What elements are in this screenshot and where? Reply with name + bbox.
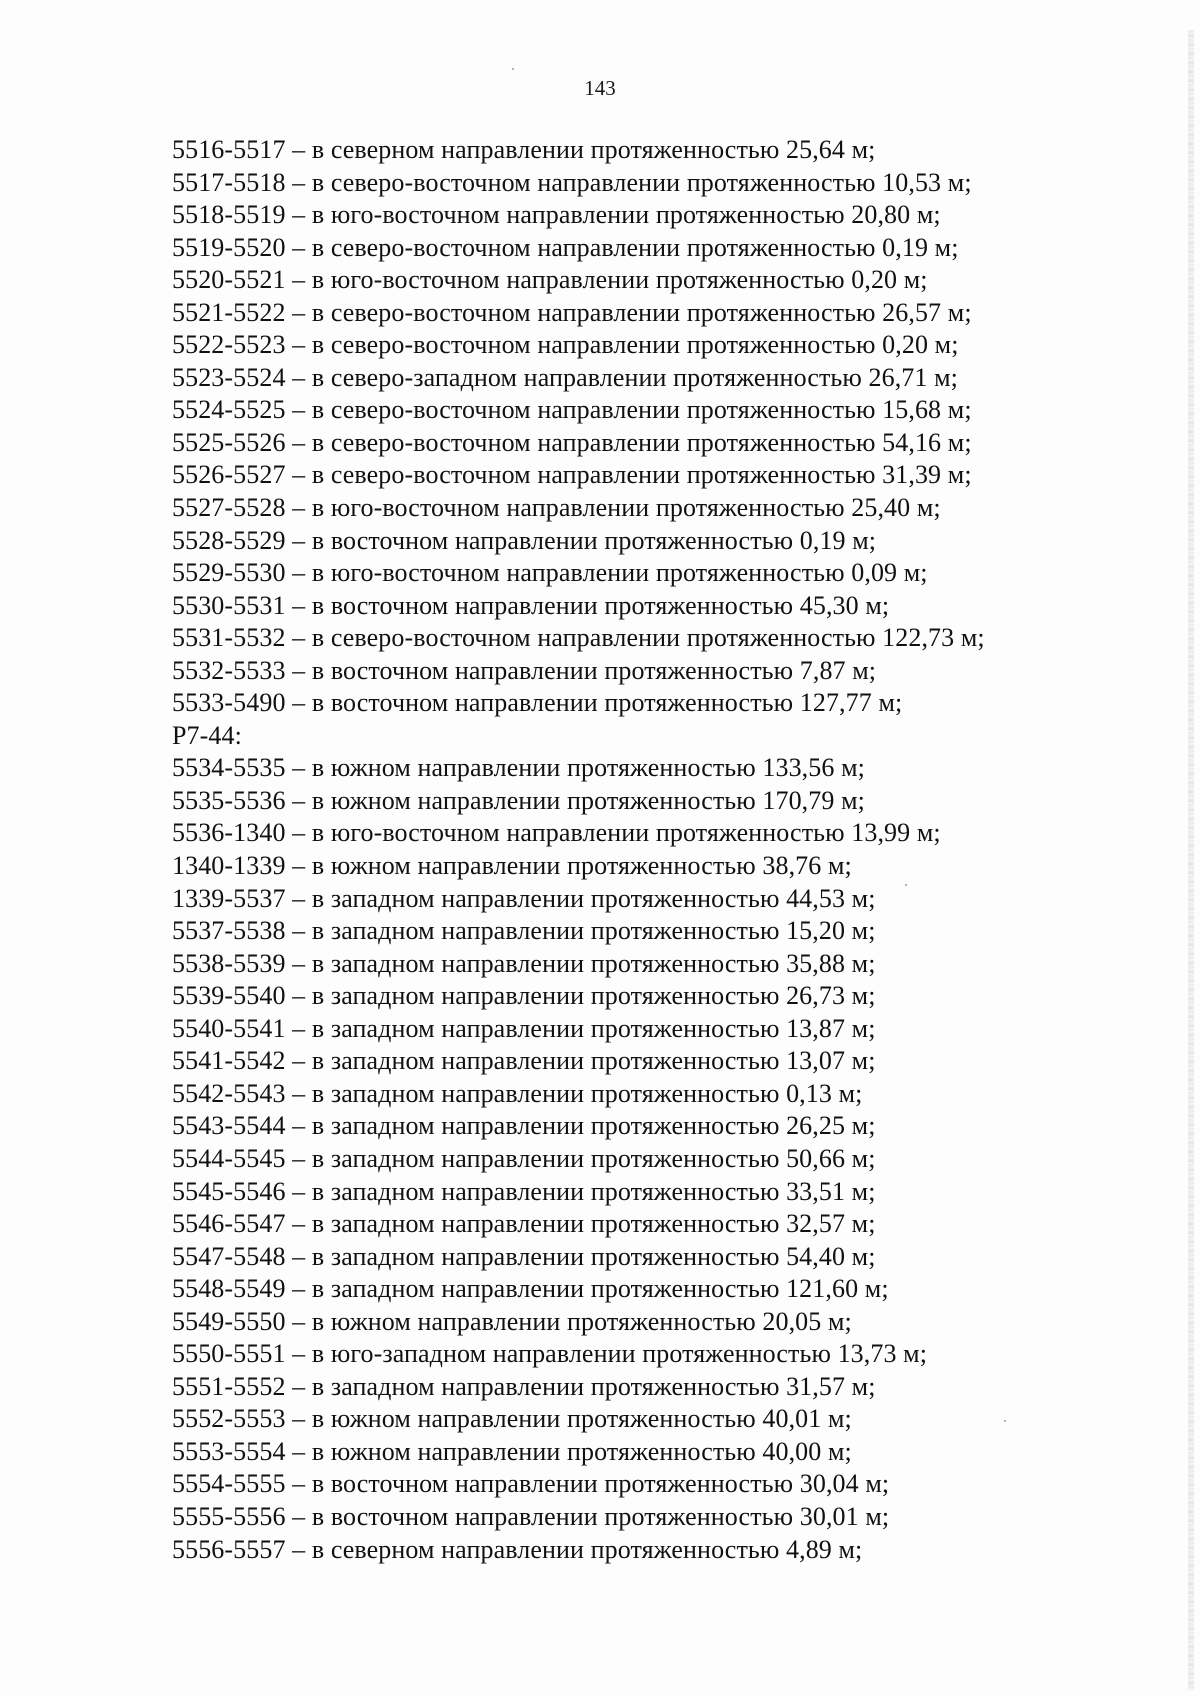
boundary-segment-line: 5554-5555 – в восточном направлении протяженностью 30,04 м; [172,1469,890,1499]
boundary-segment-line: 5549-5550 – в южном направлении протяженностью 20,05 м; [172,1306,852,1336]
boundary-segment-line: 5521-5522 – в северо-восточном направлении протяженностью 26,57 м; [172,297,972,327]
boundary-segment-line: 5519-5520 – в северо-восточном направлении протяженностью 0,19 м; [172,232,959,262]
boundary-segment-line: 5516-5517 – в северном направлении протяженностью 25,64 м; [172,135,876,164]
boundary-segment-line: 5543-5544 – в западном направлении протяженностью 26,25 м; [172,1111,876,1141]
boundary-segment-line: 1340-1339 – в южном направлении протяженностью 38,76 м; [172,851,852,881]
boundary-segment-line: 5532-5533 – в восточном направлении протяженностью 7,87 м; [172,655,877,685]
boundary-segment-line: 5522-5523 – в северо-восточном направлении протяженностью 0,20 м; [172,330,959,360]
boundary-segment-line: 5530-5531 – в восточном направлении протяженностью 45,30 м; [172,590,890,620]
boundary-segment-line: 5556-5557 – в северном направлении протяженностью 4,89 м; [172,1534,863,1564]
boundary-segment-line: 5544-5545 – в западном направлении протяженностью 50,66 м; [172,1143,876,1173]
boundary-segment-line: 5525-5526 – в северо-восточном направлении протяженностью 54,16 м; [172,427,972,457]
boundary-segment-line: 5547-5548 – в западном направлении протяженностью 54,40 м; [172,1241,876,1271]
boundary-description-list [172,134,1092,1566]
boundary-segment-line: 5536-1340 – в юго-восточном направлении протяженностью 13,99 м; [172,818,941,848]
scan-speck [1004,1420,1006,1422]
boundary-segment-line: 5546-5547 – в западном направлении протяженностью 32,57 м; [172,1209,876,1239]
boundary-segment-line: 5524-5525 – в северо-восточном направлении протяженностью 15,68 м; [172,395,972,425]
scan-edge-artifact [1188,30,1194,1690]
boundary-segment-line: 5537-5538 – в западном направлении протяженностью 15,20 м; [172,916,876,946]
scan-speck [905,884,907,886]
boundary-segment-line: 5540-5541 – в западном направлении протяженностью 13,87 м; [172,1013,876,1043]
boundary-segment-line: 5518-5519 – в юго-восточном направлении протяженностью 20,80 м; [172,200,941,230]
scan-speck [512,68,514,70]
boundary-segment-line: 5529-5530 – в юго-восточном направлении протяженностью 0,09 м; [172,558,928,588]
boundary-segment-line: 5542-5543 – в западном направлении протяженностью 0,13 м; [172,1078,863,1108]
boundary-segment-line: 5541-5542 – в западном направлении протяженностью 13,07 м; [172,1046,876,1076]
boundary-segment-line: 5550-5551 – в юго-западном направлении протяженностью 13,73 м; [172,1339,928,1369]
boundary-segment-line: 5551-5552 – в западном направлении протяженностью 31,57 м; [172,1371,876,1401]
boundary-segment-line: 5555-5556 – в восточном направлении протяженностью 30,01 м; [172,1501,890,1531]
boundary-segment-line: 5534-5535 – в южном направлении протяженностью 133,56 м; [172,753,865,783]
boundary-segment-line: 5548-5549 – в западном направлении протяженностью 121,60 м; [172,1274,889,1304]
boundary-segment-line: 5553-5554 – в южном направлении протяженностью 40,00 м; [172,1436,852,1466]
boundary-segment-line: 5538-5539 – в западном направлении протяженностью 35,88 м; [172,948,876,978]
boundary-segment-line: 5531-5532 – в северо-восточном направлении протяженностью 122,73 м; [172,623,985,653]
boundary-segment-line: 5520-5521 – в юго-восточном направлении протяженностью 0,20 м; [172,265,928,295]
page-number: 143 [584,76,616,100]
boundary-segment-line: 5528-5529 – в восточном направлении протяженностью 0,19 м; [172,525,877,555]
boundary-segment-line: 5545-5546 – в западном направлении протяженностью 33,51 м; [172,1176,876,1206]
boundary-segment-line: 5535-5536 – в южном направлении протяженностью 170,79 м; [172,785,865,815]
boundary-segment-line: Р7-44: [172,720,242,750]
boundary-segment-line: 5527-5528 – в юго-восточном направлении протяженностью 25,40 м; [172,493,941,523]
boundary-segment-line: 5533-5490 – в восточном направлении протяженностью 127,77 м; [172,688,903,718]
boundary-segment-line: 5526-5527 – в северо-восточном направлении протяженностью 31,39 м; [172,460,972,490]
boundary-segment-line: 5539-5540 – в западном направлении протяженностью 26,73 м; [172,981,876,1011]
boundary-segment-line: 1339-5537 – в западном направлении протяженностью 44,53 м; [172,883,876,913]
boundary-segment-line: 5517-5518 – в северо-восточном направлении протяженностью 10,53 м; [172,167,972,197]
boundary-segment-line: 5523-5524 – в северо-западном направлении протяженностью 26,71 м; [172,362,958,392]
boundary-segment-line: 5552-5553 – в южном направлении протяженностью 40,01 м; [172,1404,852,1434]
